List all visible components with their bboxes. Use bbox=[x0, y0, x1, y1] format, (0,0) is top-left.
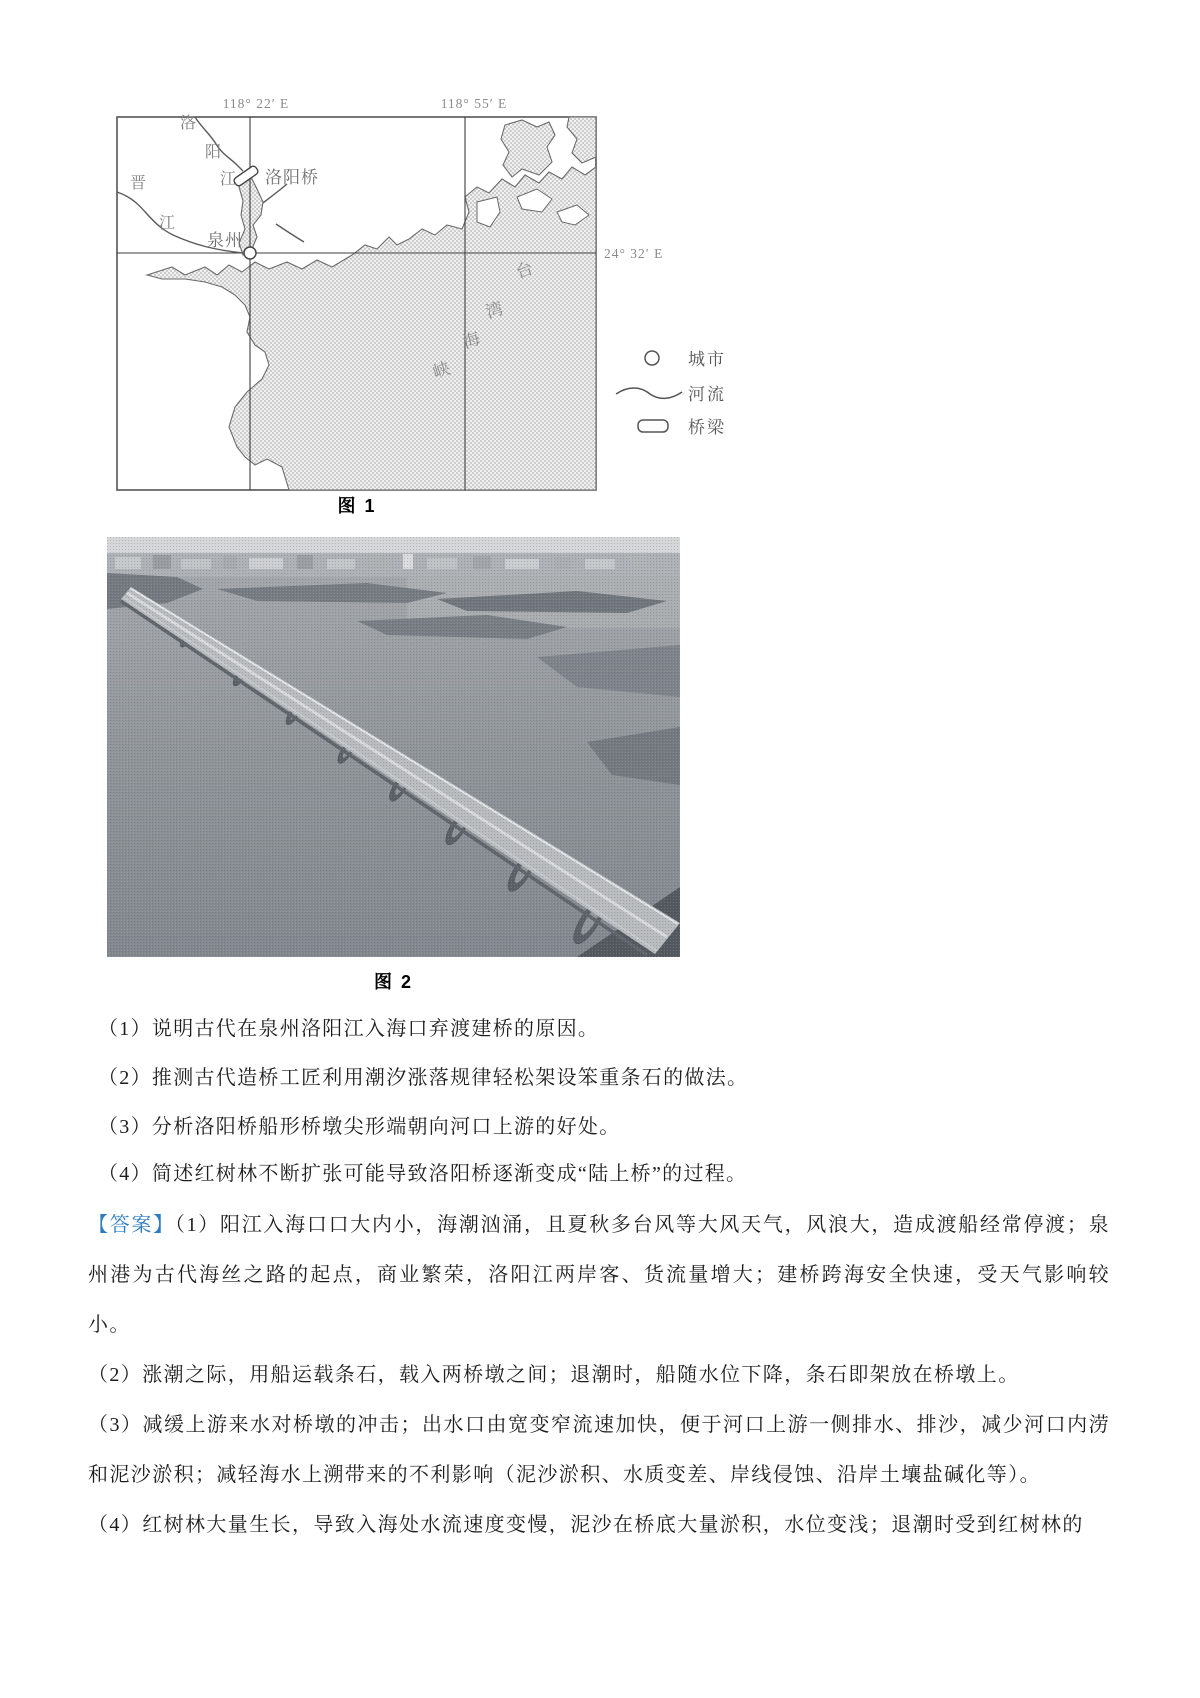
region-map-figure bbox=[90, 80, 770, 510]
question-3: （3）分析洛阳桥船形桥墩尖形端朝向河口上游的好处。 bbox=[98, 1116, 621, 1138]
legend-bridge-icon bbox=[638, 420, 668, 432]
photo-dither-overlay bbox=[107, 537, 680, 957]
answer-paragraph-3: （3）减缓上游来水对桥墩的冲击；出水口由宽变窄流速加快，便于河口上游一侧排水、排沙，减少河口内涝和泥沙淤积；减轻海水上溯带来的不利影响（泥沙淤积、水质变差、岸线侵蚀、沿岸土壤盐碱化等）。 bbox=[88, 1414, 1110, 1486]
question-4: （4）简述红树林不断扩张可能导致洛阳桥逐渐变成“陆上桥”的过程。 bbox=[98, 1163, 748, 1185]
quanzhou-city-marker bbox=[244, 247, 256, 259]
legend-city-icon bbox=[645, 351, 659, 365]
answer-paragraph-4: （4）红树林大量生长，导致入海处水流速度变慢，泥沙在桥底大量淤积，水位变浅；退潮时受到红树林的 bbox=[88, 1514, 1084, 1536]
answer-paragraph-1 bbox=[88, 1200, 1110, 1350]
luoyang-bridge-label: 洛阳桥 bbox=[265, 168, 319, 187]
strait-char-2: 湾 bbox=[483, 298, 506, 323]
longitude-label-right: 118° 55′ E bbox=[440, 96, 508, 111]
legend-river-icon bbox=[616, 388, 682, 398]
jinjiang-label-char1: 晋 bbox=[129, 175, 147, 192]
answer-text-1: （1）阳江入海口口大内小，海潮汹涌，且夏秋多台风等大风天气，风浪大，造成渡船经常停渡；泉州港为古代海丝之路的起点，商业繁荣，洛阳江两岸客、货流量增大；建桥跨海安全快速，受天气影响较小。 bbox=[88, 1214, 1110, 1336]
jinjiang-label-char2: 江 bbox=[158, 215, 176, 232]
legend-bridge-label: 桥梁 bbox=[688, 418, 726, 437]
answer-section bbox=[88, 1200, 1110, 1550]
legend-river-label: 河流 bbox=[688, 385, 726, 404]
bridge-photo bbox=[107, 537, 680, 957]
figure2-caption: 图 2 bbox=[373, 972, 413, 992]
luoyang-river-label-char3: 江 bbox=[219, 171, 237, 188]
luoyang-river-label-char1: 洛 bbox=[179, 115, 197, 132]
strait-char-4: 峡 bbox=[430, 358, 453, 383]
map-legend bbox=[616, 350, 726, 437]
question-1: （1）说明古代在泉州洛阳江入海口弃渡建桥的原因。 bbox=[98, 1018, 600, 1040]
quanzhou-label: 泉州 bbox=[207, 231, 243, 250]
figure1-caption: 图 1 bbox=[337, 496, 377, 516]
legend-city-label: 城市 bbox=[688, 350, 726, 369]
strait-char-3: 海 bbox=[460, 328, 483, 353]
question-2: （2）推测古代造桥工匠利用潮汐涨落规律轻松架设笨重条石的做法。 bbox=[98, 1067, 749, 1089]
latitude-label: 24° 32′ E bbox=[604, 246, 664, 261]
answer-paragraph-2: （2）涨潮之际，用船运载条石，载入两桥墩之间；退潮时，船随水位下降，条石即架放在桥墩上。 bbox=[88, 1364, 1020, 1386]
luoyang-river-label-char2: 阳 bbox=[204, 144, 222, 161]
strait-char-1: 台 bbox=[513, 258, 536, 283]
answer-label: 【答案】 bbox=[88, 1214, 175, 1236]
longitude-label-left: 118° 22′ E bbox=[222, 96, 290, 111]
